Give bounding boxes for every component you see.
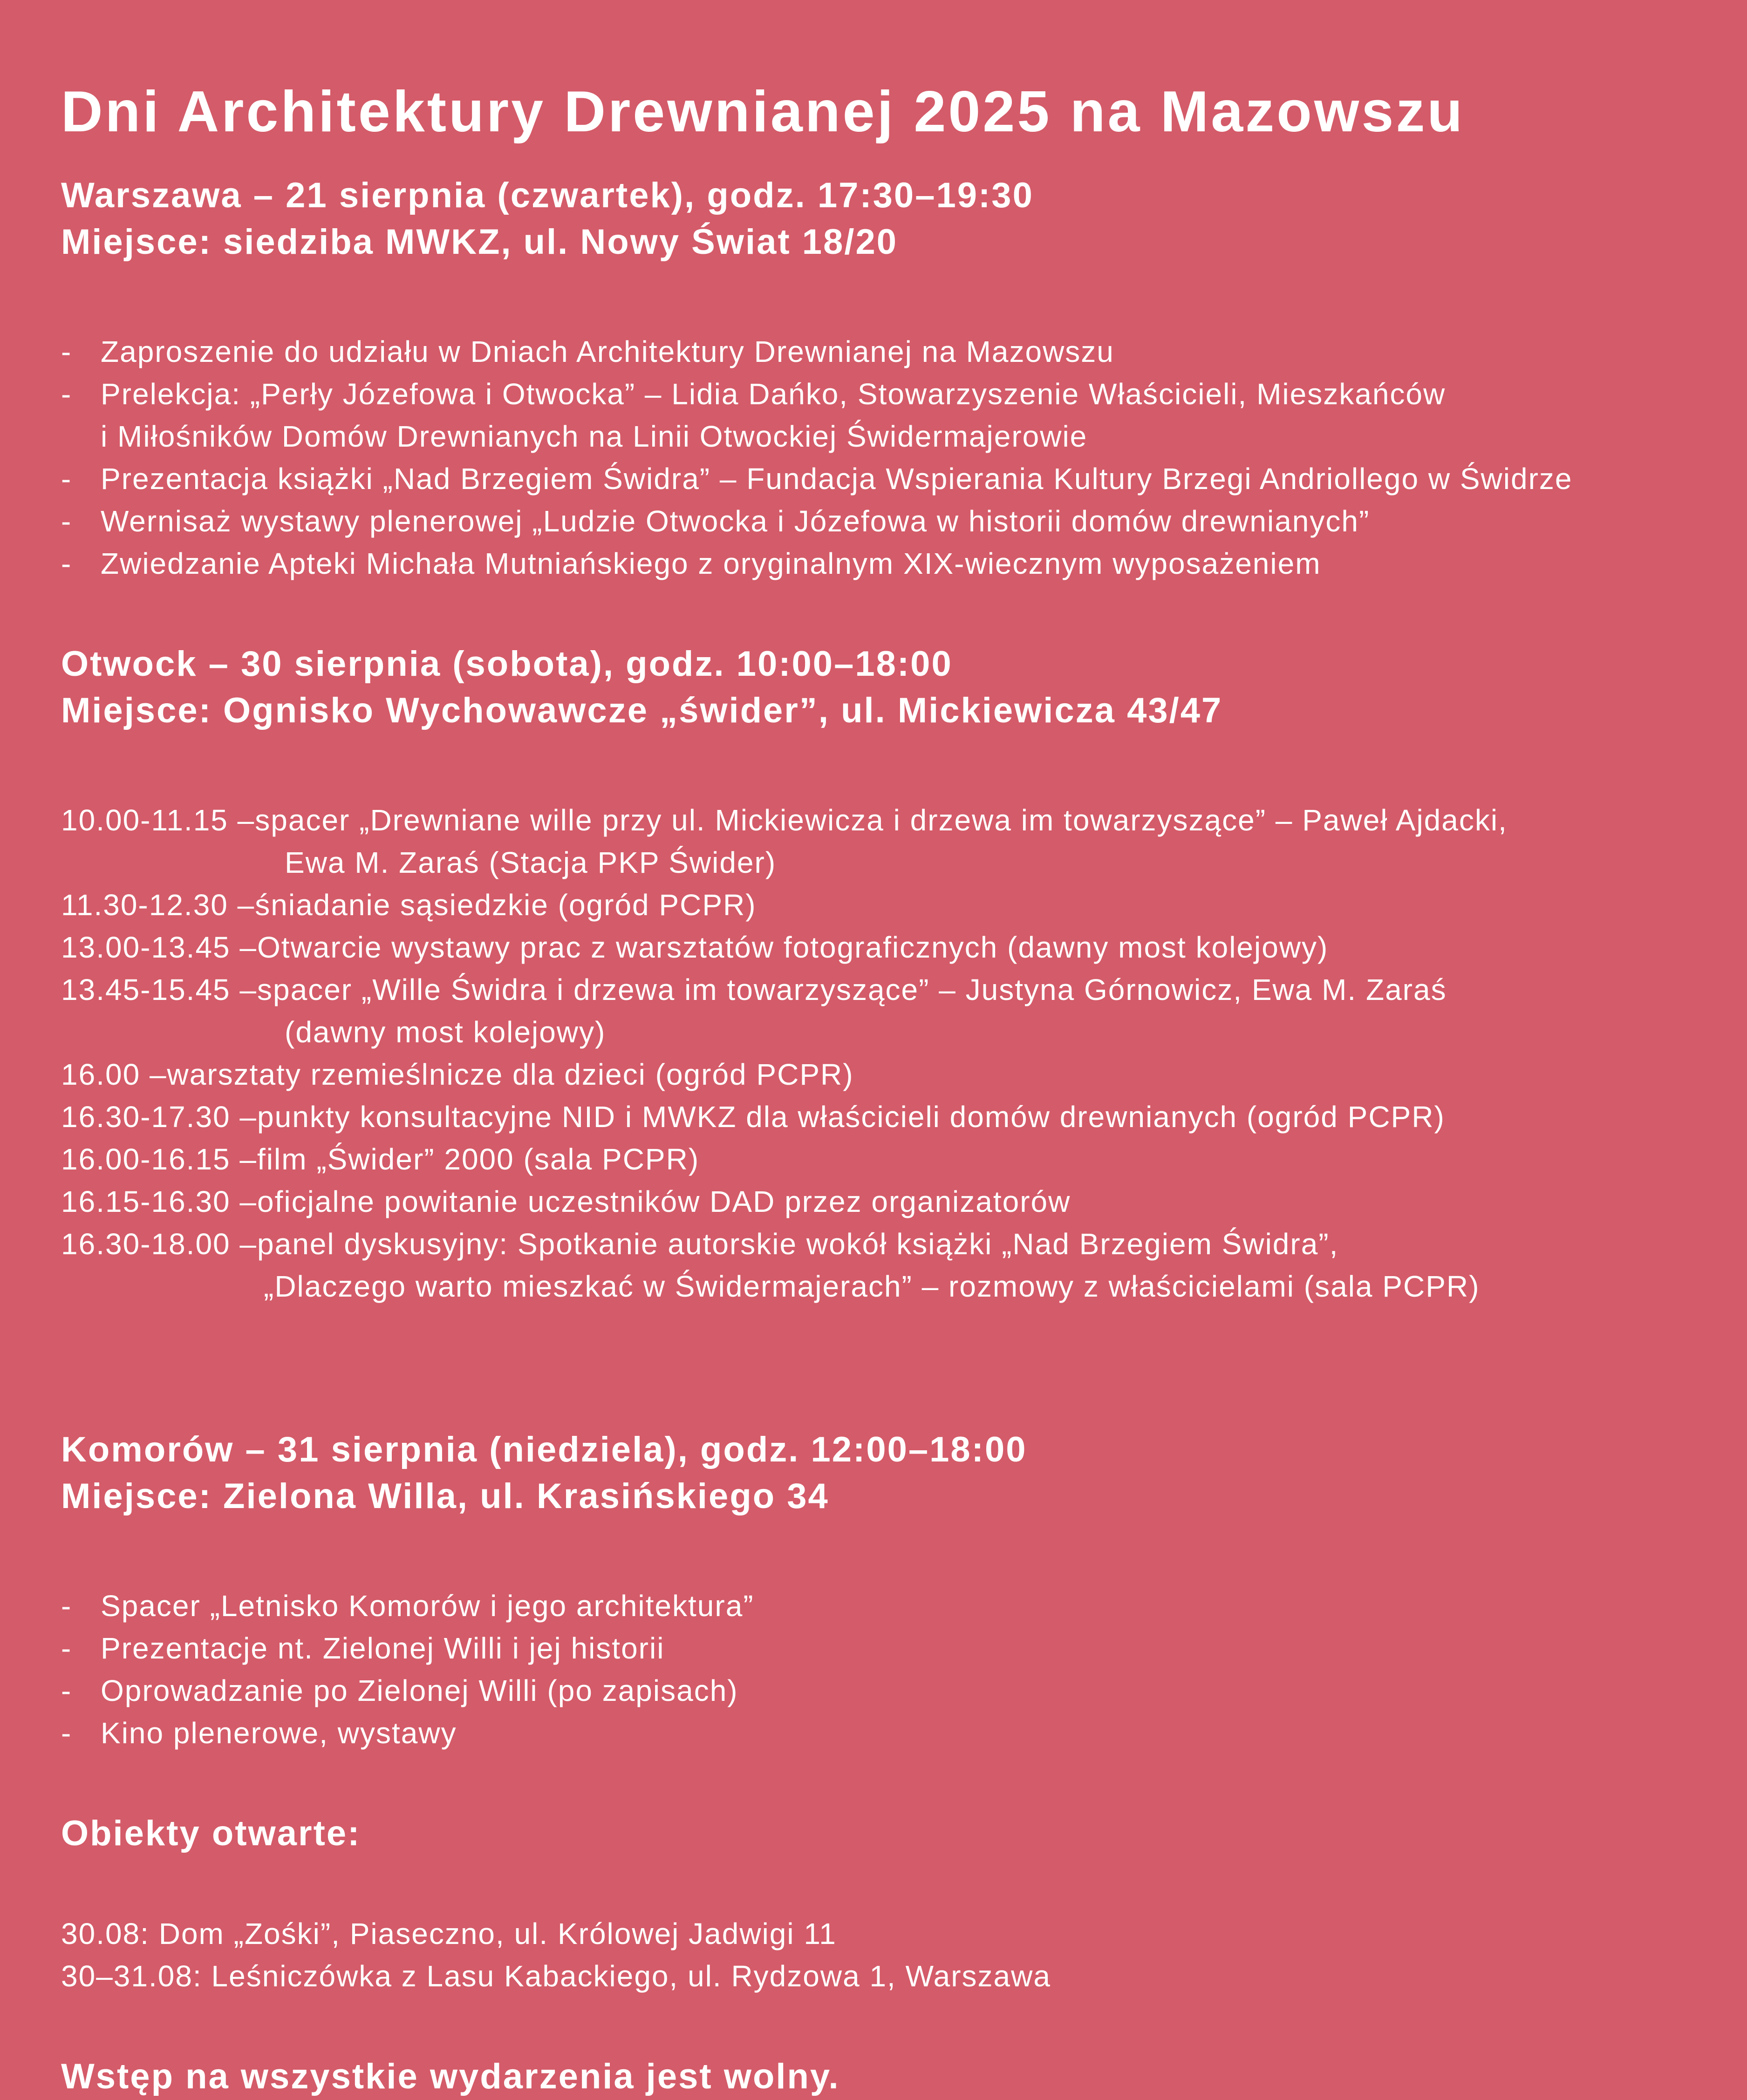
list-item: - Prezentacja książki „Nad Brzegiem Świdra” – Fundacja Wspierania Kultury Brzegi Andriollego w Świdrze <box>61 458 1700 500</box>
section-heading: Otwock – 30 sierpnia (sobota), godz. 10:00–18:00 <box>61 644 953 684</box>
section-otwock <box>61 641 1700 1308</box>
program-text: film „Świder” 2000 (sala PCPR) <box>257 1142 700 1176</box>
program-item <box>61 1096 1700 1138</box>
bullet-dash: - <box>61 547 72 580</box>
section-heading: Obiekty otwarte: <box>61 1814 361 1853</box>
program-text: spacer „Drewniane wille przy ul. Mickiewicza i drzewa im towarzyszące” – Paweł Ajdacki, <box>255 803 1508 837</box>
program-text: śniadanie sąsiedzkie (ogród PCPR) <box>255 888 757 922</box>
bullet-dash: - <box>61 1631 72 1665</box>
program-text: warsztaty rzemieślnicze dla dzieci (ogród PCPR) <box>167 1058 854 1091</box>
program-item <box>61 884 1700 926</box>
page-title: Dni Architektury Drewnianej 2025 na Mazowszu <box>61 80 1465 144</box>
list-item: - Prelekcja: „Perły Józefowa i Otwocka” – Lidia Dańko, Stowarzyszenie Właścicieli, Mieszkańców <box>61 373 1700 415</box>
footer-note: Wstęp na wszystkie wydarzenia jest wolny. <box>61 2057 840 2096</box>
list-item: 30–31.08: Leśniczówka z Lasu Kabackiego, ul. Rydzowa 1, Warszawa <box>61 1959 1051 1993</box>
bullet-dash: - <box>61 335 72 368</box>
program-item-continuation: (dawny most kolejowy) <box>285 1015 606 1049</box>
program-time: 16.15-16.30 – <box>61 1185 257 1218</box>
program-item <box>61 1181 1700 1223</box>
section-place: Miejsce: Zielona Willa, ul. Krasińskiego 34 <box>61 1476 829 1516</box>
list-item: - Zaproszenie do udziału w Dniach Architektury Drewnianej na Mazowszu <box>61 331 1700 373</box>
program-time: 16.30-18.00 – <box>61 1227 257 1261</box>
bullet-dash: - <box>61 1589 72 1623</box>
section-heading: Komorów – 31 sierpnia (niedziela), godz. 12:00–18:00 <box>61 1430 1027 1469</box>
program-item-continuation: Ewa M. Zaraś (Stacja PKP Świder) <box>285 846 777 879</box>
program-item <box>61 969 1700 1011</box>
list-item: - Oprowadzanie po Zielonej Willi (po zapisach) <box>61 1670 1700 1712</box>
list-item-continuation: i Miłośników Domów Drewnianych na Linii Otwockiej Świdermajerowie <box>101 420 1088 453</box>
list-item: - Zwiedzanie Apteki Michała Mutniańskiego z oryginalnym XIX-wiecznym wyposażeniem <box>61 543 1700 585</box>
program-item <box>61 926 1700 969</box>
program-time: 10.00-11.15 – <box>61 803 255 837</box>
section-place: Miejsce: siedziba MWKZ, ul. Nowy Świat 18/20 <box>61 222 898 262</box>
list-item: 30.08: Dom „Zośki”, Piaseczno, ul. Królowej Jadwigi 11 <box>61 1917 837 1950</box>
program-time: 16.00 – <box>61 1058 167 1091</box>
program-time: 16.30-17.30 – <box>61 1100 257 1134</box>
list-item: - Kino plenerowe, wystawy <box>61 1712 1700 1754</box>
program-text: panel dyskusyjny: Spotkanie autorskie wokół książki „Nad Brzegiem Świdra”, <box>257 1227 1339 1261</box>
bullet-dash: - <box>61 462 72 496</box>
program-time: 13.45-15.45 – <box>61 973 257 1006</box>
bullet-dash: - <box>61 1716 72 1750</box>
list-item: - Spacer „Letnisko Komorów i jego architektura” <box>61 1585 1700 1627</box>
section-place: Miejsce: Ognisko Wychowawcze „świder”, ul. Mickiewicza 43/47 <box>61 691 1223 730</box>
bullet-dash: - <box>61 1674 72 1707</box>
section-komorow <box>61 1427 1700 1754</box>
section-open-objects <box>61 1810 1700 1998</box>
program-time: 11.30-12.30 – <box>61 888 255 922</box>
program-text: punkty konsultacyjne NID i MWKZ dla właścicieli domów drewnianych (ogród PCPR) <box>257 1100 1445 1134</box>
program-item <box>61 1053 1700 1096</box>
program-time: 16.00-16.15 – <box>61 1142 257 1176</box>
program-item <box>61 1138 1700 1181</box>
list-item: - Wernisaż wystawy plenerowej „Ludzie Otwocka i Józefowa w historii domów drewnianych” <box>61 500 1700 543</box>
program-time: 13.00-13.45 – <box>61 931 257 964</box>
program-item <box>61 1223 1700 1265</box>
program-text: spacer „Wille Świdra i drzewa im towarzyszące” – Justyna Górnowicz, Ewa M. Zaraś <box>257 973 1447 1006</box>
program-item <box>61 799 1700 842</box>
program-item-continuation: „Dlaczego warto mieszkać w Świdermajerach” – rozmowy z właścicielami (sala PCPR) <box>264 1270 1480 1303</box>
bullet-dash: - <box>61 377 72 411</box>
program-text: Otwarcie wystawy prac z warsztatów fotograficznych (dawny most kolejowy) <box>257 931 1329 964</box>
section-warszawa <box>61 172 1700 585</box>
program-text: oficjalne powitanie uczestników DAD przez organizatorów <box>257 1185 1071 1218</box>
bullet-dash: - <box>61 504 72 538</box>
list-item: - Prezentacje nt. Zielonej Willi i jej historii <box>61 1627 1700 1670</box>
section-heading: Warszawa – 21 sierpnia (czwartek), godz. 17:30–19:30 <box>61 176 1034 215</box>
